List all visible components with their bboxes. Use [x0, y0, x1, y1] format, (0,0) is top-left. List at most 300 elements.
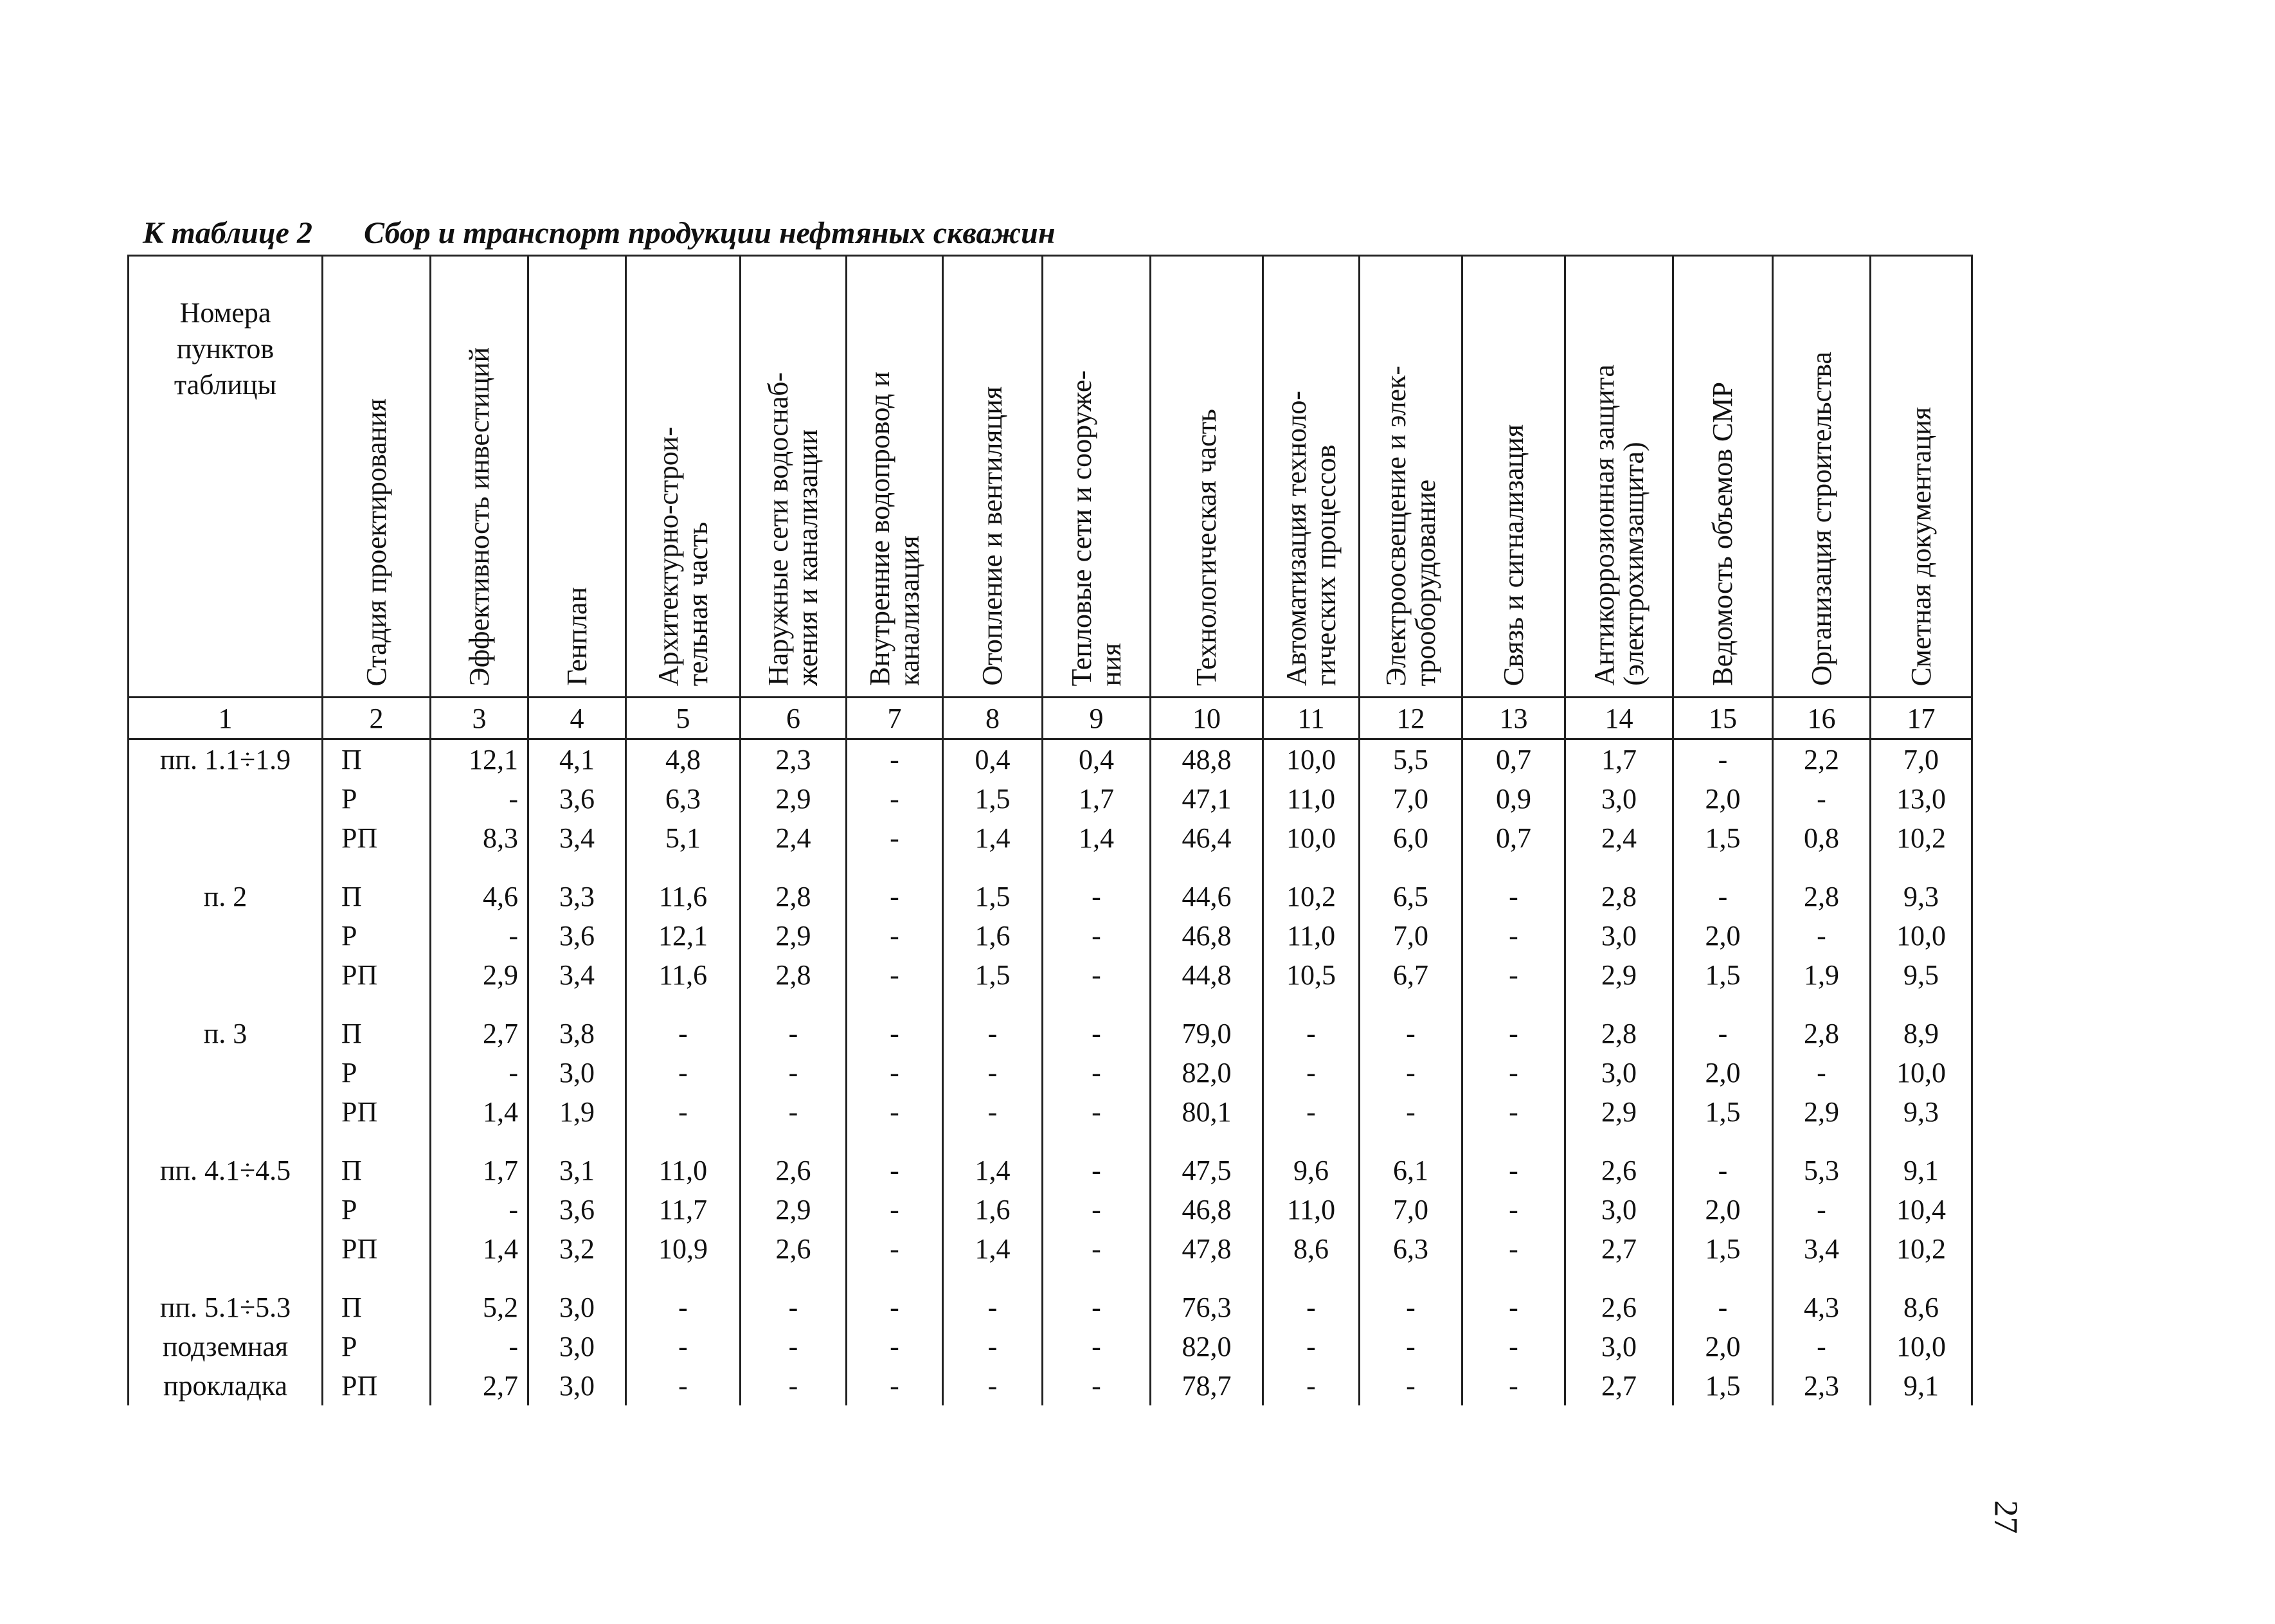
cell-value: 12,1: [469, 744, 518, 775]
spacer-cell: [626, 858, 741, 877]
cell-value: 46,4: [1182, 822, 1232, 854]
cell-value: -: [1817, 1331, 1826, 1362]
spacer-cell: [528, 995, 626, 1014]
cell-value: 9,6: [1293, 1155, 1329, 1186]
cell-value: 2,6: [775, 1233, 811, 1265]
cell-value: -: [1718, 744, 1728, 775]
cell-value: 2,0: [1705, 783, 1741, 815]
spacer-cell: [1360, 995, 1462, 1014]
cell-value: -: [678, 1331, 688, 1362]
cell-value: -: [788, 1370, 798, 1402]
cell-value: -: [890, 822, 899, 854]
cell-value: 10,0: [1896, 920, 1946, 952]
cell-value: -: [1509, 1331, 1518, 1362]
value-cell: [943, 877, 1043, 995]
spacer-cell: [1565, 858, 1673, 877]
value-cell: [1565, 1288, 1673, 1405]
cell-value: 5,2: [483, 1292, 518, 1323]
cell-value: 3,0: [1601, 920, 1637, 952]
cell-value: -: [788, 1292, 798, 1323]
spacer-cell: [1565, 1132, 1673, 1151]
cell-value: 3,4: [1804, 1233, 1839, 1265]
header-col-9: [1043, 256, 1151, 698]
column-number: 12: [1360, 698, 1462, 739]
cell-value: 9,5: [1903, 959, 1939, 991]
spacer-cell: [741, 1268, 847, 1288]
spacer-cell: [1263, 1268, 1360, 1288]
value-cell: [1151, 877, 1263, 995]
cell-value: -: [890, 1233, 899, 1265]
cell-value: -: [1092, 1331, 1101, 1362]
cell-value: -: [1406, 1292, 1416, 1323]
spacer-cell: [1673, 1268, 1773, 1288]
header-row: [129, 256, 1972, 698]
cell-value: 3,4: [559, 959, 595, 991]
spacer-cell: [1043, 995, 1151, 1014]
cell-value: 2,9: [775, 920, 811, 952]
spacer-cell: [626, 995, 741, 1014]
value-cell: [847, 1014, 943, 1132]
spacer-cell: [1263, 1132, 1360, 1151]
value-cell: [1462, 877, 1565, 995]
value-cell: [1871, 1151, 1972, 1268]
spacer-cell: [1673, 1132, 1773, 1151]
header-col-15: [1673, 256, 1773, 698]
spacer-cell: [1773, 1268, 1871, 1288]
cell-value: -: [1718, 881, 1728, 912]
cell-value: 1,5: [975, 881, 1011, 912]
spacer-cell: [528, 1132, 626, 1151]
cell-value: -: [1509, 1233, 1518, 1265]
cell-value: 1,4: [975, 822, 1011, 854]
cell-value: 1,6: [975, 1194, 1011, 1225]
cell-value: 3,6: [559, 920, 595, 952]
cell-value: 1,4: [975, 1155, 1011, 1186]
cell-value: 10,0: [1896, 1057, 1946, 1088]
cell-value: 10,4: [1896, 1194, 1946, 1225]
spacer-cell: [431, 995, 528, 1014]
value-cell: [1871, 739, 1972, 858]
spacer-cell: [1360, 1268, 1462, 1288]
spacer-cell: [626, 1132, 741, 1151]
cell-value: -: [1509, 959, 1518, 991]
column-number: 10: [1151, 698, 1263, 739]
header-col-7: [847, 256, 943, 698]
spacer-cell: [741, 858, 847, 877]
cell-value: 1,4: [483, 1233, 518, 1265]
cell-value: -: [987, 1018, 998, 1049]
value-cell: [1043, 1288, 1151, 1405]
cell-value: -: [987, 1057, 998, 1088]
value-cell: [626, 1151, 741, 1268]
spacer-cell: [129, 1268, 323, 1288]
cell-value: 9,1: [1903, 1155, 1939, 1186]
value-cell: [1151, 1014, 1263, 1132]
cell-value: 2,9: [1601, 1096, 1637, 1128]
stage-value: Р: [341, 1331, 357, 1362]
header-col-label: Технологическая часть: [1191, 409, 1222, 686]
cell-value: 3,2: [559, 1233, 595, 1265]
table-row-group: [129, 1151, 1972, 1268]
cell-value: 3,0: [1601, 783, 1637, 815]
group-label-text: п. 2: [203, 881, 247, 912]
cell-value: 10,9: [658, 1233, 708, 1265]
cell-value: 1,4: [1079, 822, 1114, 854]
spacer-cell: [323, 1268, 431, 1288]
cell-value: 2,8: [775, 881, 811, 912]
cell-value: 1,9: [559, 1096, 595, 1128]
cell-value: 0,7: [1496, 744, 1531, 775]
cell-value: 1,5: [1705, 1370, 1741, 1402]
header-first-col: [129, 256, 323, 698]
cell-value: -: [1092, 920, 1101, 952]
cell-value: -: [890, 959, 899, 991]
table-row-group: [129, 877, 1972, 995]
header-col-11: [1263, 256, 1360, 698]
value-cell: [1565, 1014, 1673, 1132]
header-col-label: Отопление и вентиляция: [976, 386, 1008, 686]
cell-value: -: [1509, 920, 1518, 952]
table-row-group: [129, 1288, 1972, 1405]
cell-value: 7,0: [1903, 744, 1939, 775]
spacer-cell: [1565, 1268, 1673, 1288]
cell-value: -: [1306, 1096, 1316, 1128]
cell-value: -: [1092, 1155, 1101, 1186]
cell-value: -: [1509, 1370, 1518, 1402]
stage-value: РП: [341, 1233, 378, 1265]
cell-value: 2,4: [775, 822, 811, 854]
column-number: 16: [1773, 698, 1871, 739]
cell-value: 2,3: [775, 744, 811, 775]
stage-cell: [323, 1151, 431, 1268]
value-cell: [1263, 1288, 1360, 1405]
cell-value: -: [1406, 1096, 1416, 1128]
cell-value: 1,7: [483, 1155, 518, 1186]
spacer-cell: [1673, 858, 1773, 877]
cell-value: 3,3: [559, 881, 595, 912]
stage-value: Р: [341, 783, 357, 815]
spacer-cell: [847, 1132, 943, 1151]
cell-value: 11,0: [1286, 920, 1336, 952]
cell-value: -: [508, 1331, 518, 1362]
cell-value: 82,0: [1182, 1057, 1232, 1088]
value-cell: [1263, 1014, 1360, 1132]
column-number: 9: [1043, 698, 1151, 739]
header-col-label: Автоматизация техноло- гических процессов: [1280, 391, 1342, 686]
cell-value: 2,0: [1705, 920, 1741, 952]
cell-value: 3,0: [1601, 1194, 1637, 1225]
value-cell: [1151, 1288, 1263, 1405]
value-cell: [1462, 1288, 1565, 1405]
spacer-cell: [323, 995, 431, 1014]
cell-value: 48,8: [1182, 744, 1232, 775]
cell-value: -: [1817, 1057, 1826, 1088]
cell-value: -: [1509, 1194, 1518, 1225]
cell-value: -: [678, 1018, 688, 1049]
column-number: 2: [323, 698, 431, 739]
cell-value: -: [1306, 1292, 1316, 1323]
cell-value: 2,9: [1804, 1096, 1839, 1128]
spacer-cell: [1151, 858, 1263, 877]
value-cell: [1773, 1288, 1871, 1405]
value-cell: [1673, 1151, 1773, 1268]
spacer-cell: [528, 858, 626, 877]
stage-value: РП: [341, 1096, 378, 1128]
cell-value: 1,9: [1804, 959, 1839, 991]
value-cell: [1871, 1014, 1972, 1132]
stage-cell: [323, 1288, 431, 1405]
cell-value: -: [1306, 1018, 1316, 1049]
cell-value: 79,0: [1182, 1018, 1232, 1049]
value-cell: [431, 1288, 528, 1405]
column-number-row: [129, 698, 1972, 739]
spacer-cell: [847, 1268, 943, 1288]
value-cell: [1773, 1014, 1871, 1132]
cell-value: -: [1817, 783, 1826, 815]
cell-value: -: [1092, 1018, 1101, 1049]
cell-value: -: [678, 1057, 688, 1088]
cell-value: 3,4: [559, 822, 595, 854]
spacer-cell: [741, 1132, 847, 1151]
stage-cell: [323, 1014, 431, 1132]
value-cell: [528, 1288, 626, 1405]
cell-value: 2,8: [1601, 1018, 1637, 1049]
value-cell: [1360, 1151, 1462, 1268]
cell-value: 11,6: [658, 959, 708, 991]
cell-value: -: [1092, 1096, 1101, 1128]
cell-value: -: [1509, 1292, 1518, 1323]
cell-value: 10,2: [1896, 1233, 1946, 1265]
cell-value: -: [508, 1057, 518, 1088]
cell-value: -: [890, 783, 899, 815]
group-label-text: пп. 5.1÷5.3 подземная прокладка: [159, 1292, 291, 1402]
cell-value: -: [1509, 1096, 1518, 1128]
cell-value: 2,7: [483, 1370, 518, 1402]
value-cell: [1565, 877, 1673, 995]
cell-value: 7,0: [1393, 783, 1428, 815]
header-col-label: Антикоррозионная защита (электрохимзащита): [1588, 365, 1650, 686]
cell-value: 2,2: [1804, 744, 1839, 775]
cell-value: 46,8: [1182, 1194, 1232, 1225]
spacer-cell: [431, 858, 528, 877]
cell-value: 3,0: [559, 1292, 595, 1323]
spacer-cell: [528, 1268, 626, 1288]
header-col-label: Электроосвещение и элек- трооборудование: [1380, 365, 1441, 686]
cell-value: -: [1817, 920, 1826, 952]
cell-value: 3,0: [559, 1370, 595, 1402]
cell-value: 0,4: [1079, 744, 1114, 775]
cell-value: 6,0: [1393, 822, 1428, 854]
value-cell: [1263, 1151, 1360, 1268]
stage-value: П: [341, 881, 362, 912]
cell-value: -: [890, 1370, 899, 1402]
cell-value: 82,0: [1182, 1331, 1232, 1362]
cell-value: 2,7: [1601, 1370, 1637, 1402]
value-cell: [1673, 1288, 1773, 1405]
cell-value: 9,3: [1903, 1096, 1939, 1128]
column-number: 17: [1871, 698, 1972, 739]
value-cell: [1673, 1014, 1773, 1132]
value-cell: [626, 877, 741, 995]
cell-value: 2,4: [1601, 822, 1637, 854]
value-cell: [431, 1151, 528, 1268]
column-number: 13: [1462, 698, 1565, 739]
cell-value: 10,0: [1286, 822, 1336, 854]
cell-value: 1,7: [1079, 783, 1114, 815]
spacer-cell: [1871, 1132, 1972, 1151]
cell-value: 10,5: [1286, 959, 1336, 991]
group-spacer: [129, 1268, 1972, 1288]
value-cell: [1565, 739, 1673, 858]
cell-value: 1,5: [1705, 822, 1741, 854]
spacer-cell: [1462, 995, 1565, 1014]
value-cell: [1043, 739, 1151, 858]
cell-value: 13,0: [1896, 783, 1946, 815]
cell-value: 1,5: [1705, 1233, 1741, 1265]
cell-value: -: [890, 1155, 899, 1186]
cell-value: 2,8: [1804, 881, 1839, 912]
value-cell: [741, 1014, 847, 1132]
cell-value: 3,0: [1601, 1057, 1637, 1088]
cell-value: 2,6: [1601, 1155, 1637, 1186]
cell-value: 2,9: [775, 1194, 811, 1225]
cell-value: 11,0: [658, 1155, 708, 1186]
value-cell: [528, 1151, 626, 1268]
cell-value: 11,7: [658, 1194, 708, 1225]
cell-value: 0,8: [1804, 822, 1839, 854]
column-number: 4: [528, 698, 626, 739]
spacer-cell: [1773, 1132, 1871, 1151]
cell-value: -: [987, 1096, 998, 1128]
value-cell: [1360, 1014, 1462, 1132]
spacer-cell: [1043, 1268, 1151, 1288]
spacer-cell: [1871, 995, 1972, 1014]
header-col-16: [1773, 256, 1871, 698]
value-cell: [1871, 877, 1972, 995]
value-cell: [1263, 739, 1360, 858]
value-cell: [1043, 1151, 1151, 1268]
stage-value: П: [341, 744, 362, 775]
stage-value: РП: [341, 822, 378, 854]
cell-value: 2,9: [775, 783, 811, 815]
spacer-cell: [1462, 858, 1565, 877]
cell-value: 4,1: [559, 744, 595, 775]
value-cell: [741, 739, 847, 858]
cell-value: -: [1306, 1370, 1316, 1402]
stage-value: Р: [341, 920, 357, 952]
stage-value: РП: [341, 959, 378, 991]
value-cell: [1462, 1014, 1565, 1132]
column-number: 14: [1565, 698, 1673, 739]
cell-value: 0,9: [1496, 783, 1531, 815]
column-number: 1: [129, 698, 323, 739]
spacer-cell: [323, 858, 431, 877]
cell-value: -: [1092, 881, 1101, 912]
spacer-cell: [1462, 1132, 1565, 1151]
cell-value: -: [890, 1331, 899, 1362]
header-col-17: [1871, 256, 1972, 698]
header-col-label: Архитектурно-строи- тельная часть: [652, 426, 714, 686]
cell-value: 10,2: [1896, 822, 1946, 854]
group-spacer: [129, 995, 1972, 1014]
cell-value: -: [1092, 1057, 1101, 1088]
cell-value: 6,1: [1393, 1155, 1428, 1186]
stage-value: Р: [341, 1194, 357, 1225]
spacer-cell: [1043, 858, 1151, 877]
header-col-5: [626, 256, 741, 698]
cell-value: -: [987, 1370, 998, 1402]
value-cell: [626, 1014, 741, 1132]
value-cell: [847, 739, 943, 858]
cell-value: -: [1306, 1057, 1316, 1088]
group-label: [129, 739, 323, 858]
header-col-3: [431, 256, 528, 698]
cell-value: -: [1509, 1155, 1518, 1186]
spacer-cell: [626, 1268, 741, 1288]
spacer-cell: [847, 858, 943, 877]
cell-value: 5,3: [1804, 1155, 1839, 1186]
value-cell: [1151, 739, 1263, 858]
value-cell: [1673, 877, 1773, 995]
cell-value: 1,5: [975, 783, 1011, 815]
cell-value: -: [1509, 1057, 1518, 1088]
cell-value: 3,0: [559, 1331, 595, 1362]
value-cell: [431, 1014, 528, 1132]
header-col-label: Внутренние водопровод и канализация: [863, 372, 925, 686]
cell-value: 47,8: [1182, 1233, 1232, 1265]
cell-value: 6,3: [1393, 1233, 1428, 1265]
spacer-cell: [1043, 1132, 1151, 1151]
cell-value: -: [890, 1057, 899, 1088]
cell-value: 7,0: [1393, 920, 1428, 952]
cell-value: 80,1: [1182, 1096, 1232, 1128]
spacer-cell: [1151, 1132, 1263, 1151]
spacer-cell: [323, 1132, 431, 1151]
spacer-cell: [943, 1268, 1043, 1288]
cell-value: -: [788, 1096, 798, 1128]
spacer-cell: [431, 1132, 528, 1151]
cell-value: -: [1092, 1292, 1101, 1323]
spacer-cell: [847, 995, 943, 1014]
cell-value: 4,8: [665, 744, 701, 775]
cell-value: 2,8: [775, 959, 811, 991]
column-number: 7: [847, 698, 943, 739]
header-col-12: [1360, 256, 1462, 698]
value-cell: [943, 739, 1043, 858]
header-col-4: [528, 256, 626, 698]
cell-value: -: [1406, 1370, 1416, 1402]
cell-value: -: [678, 1096, 688, 1128]
cell-value: -: [678, 1292, 688, 1323]
value-cell: [528, 877, 626, 995]
spacer-cell: [943, 1132, 1043, 1151]
cell-value: 1,7: [1601, 744, 1637, 775]
header-col-label: Связь и сигнализация: [1497, 424, 1529, 686]
cell-value: 11,6: [658, 881, 708, 912]
spacer-cell: [129, 858, 323, 877]
stage-cell: [323, 877, 431, 995]
cell-value: 10,0: [1286, 744, 1336, 775]
page-number: 27: [1987, 1500, 2024, 1534]
stage-value: П: [341, 1292, 362, 1323]
spacer-cell: [1462, 1268, 1565, 1288]
column-number: 3: [431, 698, 528, 739]
cell-value: -: [890, 1194, 899, 1225]
cell-value: -: [1092, 959, 1101, 991]
spacer-cell: [1360, 858, 1462, 877]
cell-value: 1,6: [975, 920, 1011, 952]
value-cell: [741, 877, 847, 995]
